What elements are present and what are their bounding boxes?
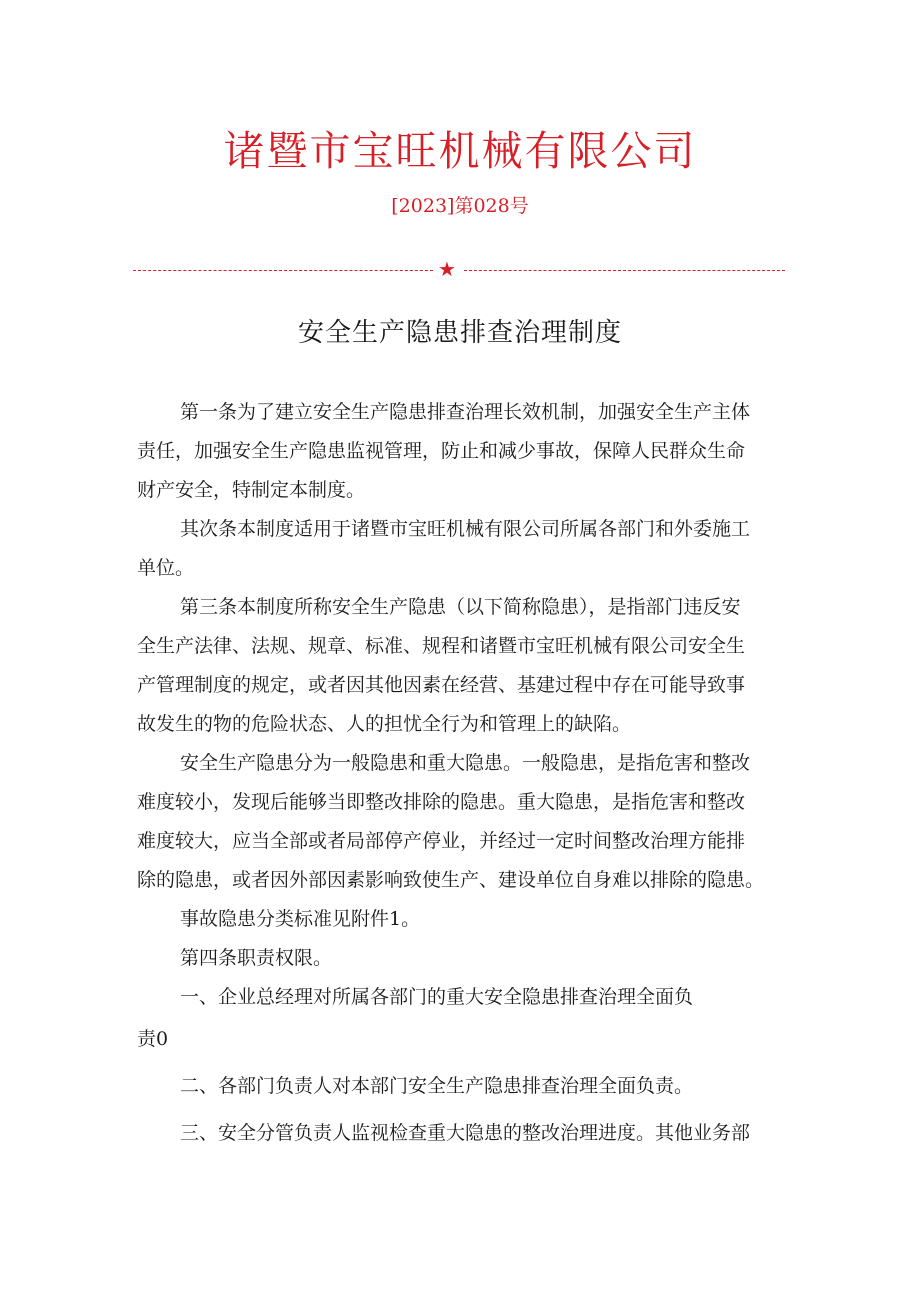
body-line: 除的隐患，或者因外部因素影响致使生产、建设单位自身难以排除的隐患。 [137, 869, 765, 891]
document-number: [2023]第028号 [391, 195, 529, 217]
body-line: 全生产法律、法规、规章、标准、规程和诸暨市宝旺机械有限公司安全生 [137, 635, 746, 657]
divider-rule-right [464, 270, 785, 271]
star-icon: ★ [438, 257, 456, 281]
body-line: 单位。 [137, 557, 195, 579]
body-line: 三、安全分管负责人监视检查重大隐患的整改治理进度。其他业务部 [180, 1122, 751, 1144]
body-line: 一、企业总经理对所属各部门的重大安全隐患排查治理全面负 [180, 986, 694, 1008]
body-line: 第三条本制度所称安全生产隐患（以下简称隐患），是指部门违反安 [180, 596, 741, 618]
body-line: 二、各部门负责人对本部门安全生产隐患排查治理全面负责。 [180, 1075, 694, 1097]
body-line: 事故隐患分类标准见附件1。 [180, 908, 421, 930]
body-line: 责0 [137, 1028, 169, 1050]
body-line: 产管理制度的规定，或者因其他因素在经营、基建过程中存在可能导致事 [137, 674, 746, 696]
body-line: 难度较小，发现后能够当即整改排除的隐患。重大隐患，是指危害和整改 [137, 791, 746, 813]
body-line: 财产安全，特制定本制度。 [137, 479, 366, 501]
body-line: 安全生产隐患分为一般隐患和重大隐患。一般隐患，是指危害和整改 [180, 752, 751, 774]
document-title: 安全生产隐患排查治理制度 [297, 318, 622, 348]
body-line: 其次条本制度适用于诸暨市宝旺机械有限公司所属各部门和外委施工 [180, 518, 751, 540]
body-line: 第四条职责权限。 [180, 947, 333, 969]
body-line: 责任，加强安全生产隐患监视管理，防止和减少事故，保障人民群众生命 [137, 440, 746, 462]
red-divider [133, 257, 785, 281]
organization-title: 诸暨市宝旺机械有限公司 [223, 127, 697, 175]
body-line: 难度较大，应当全部或者局部停产停业，并经过一定时间整改治理方能排 [137, 830, 746, 852]
body-line: 第一条为了建立安全生产隐患排查治理长效机制，加强安全生产主体 [180, 401, 751, 423]
body-line: 故发生的物的危险状态、人的担忧全行为和管理上的缺陷。 [137, 713, 632, 735]
divider-rule-left [133, 270, 433, 271]
